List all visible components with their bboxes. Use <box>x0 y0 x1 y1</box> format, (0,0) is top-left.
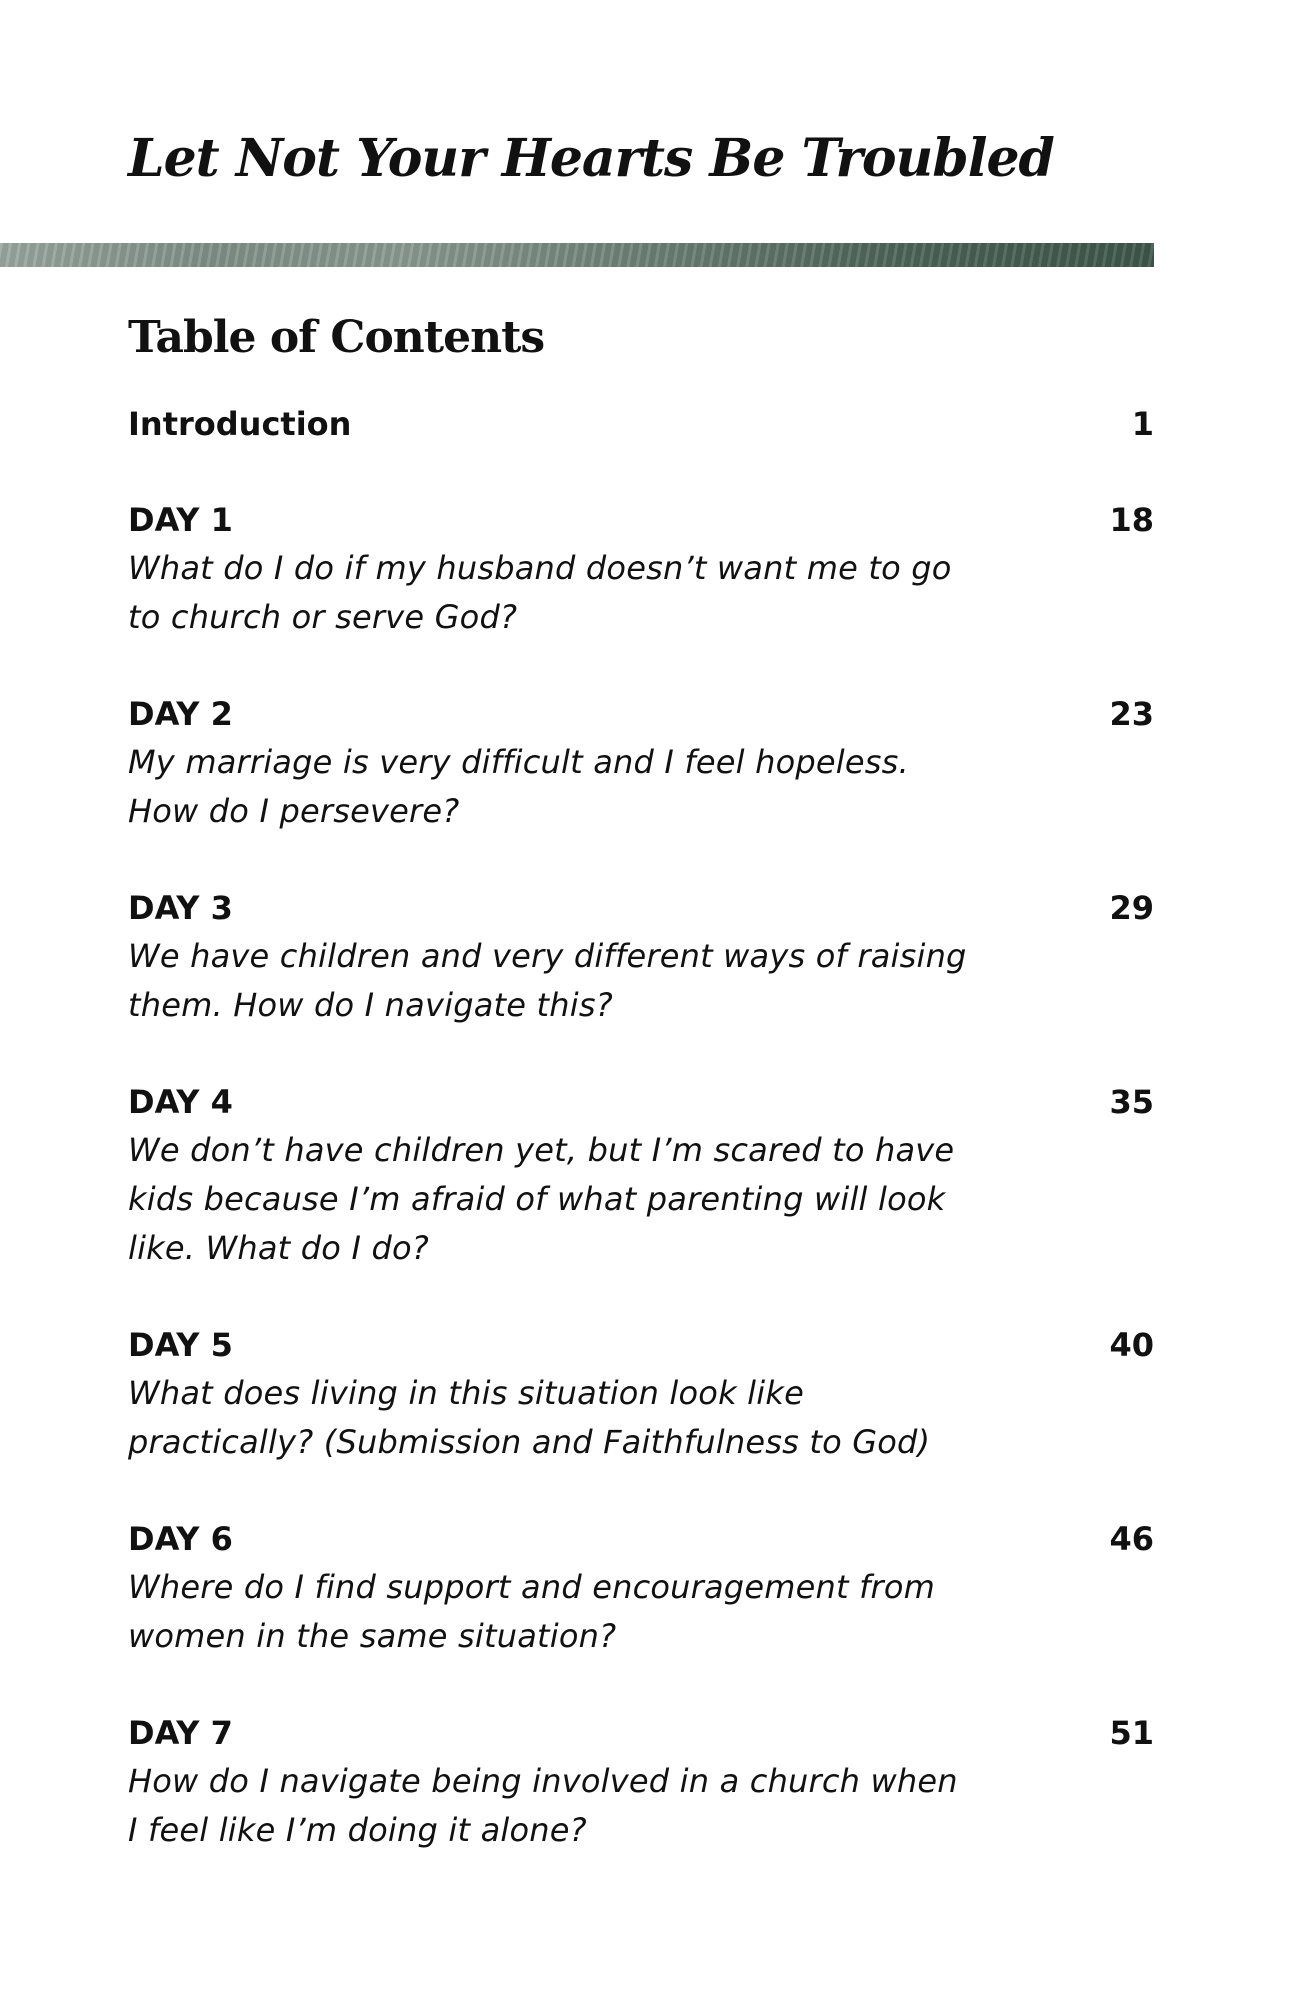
description-line: Where do I find support and encouragement from <box>128 1568 936 1606</box>
toc-entry-description <box>128 1757 1068 1855</box>
toc-entry-label: DAY 1 <box>128 501 233 539</box>
description-line: How do I persevere? <box>128 792 460 830</box>
toc-entry-description <box>128 1126 1068 1273</box>
description-line: What do I do if my husband doesn’t want me to go <box>128 549 952 587</box>
toc-entry-introduction[interactable] <box>128 400 1154 448</box>
toc-entry-page: 1 <box>1131 405 1154 443</box>
description-line: to church or serve God? <box>128 598 518 636</box>
toc-entry-label: DAY 3 <box>128 889 233 927</box>
toc-entry-day-4[interactable] <box>128 1078 1154 1273</box>
toc-entry-label: DAY 6 <box>128 1520 233 1558</box>
description-line: We have children and very different ways of raising <box>128 937 967 975</box>
toc-entry-page: 46 <box>1109 1520 1154 1558</box>
toc-list <box>128 400 1154 1849</box>
toc-entry-page: 29 <box>1109 889 1154 927</box>
toc-entry-day-2[interactable] <box>128 690 1154 836</box>
toc-entry-day-3[interactable] <box>128 884 1154 1030</box>
toc-entry-page: 35 <box>1109 1083 1154 1121</box>
toc-entry-day-1[interactable] <box>128 496 1154 642</box>
toc-entry-description <box>128 544 1068 642</box>
toc-entry-page: 18 <box>1109 501 1154 539</box>
description-line: women in the same situation? <box>128 1617 617 1655</box>
description-line: I feel like I’m doing it alone? <box>128 1811 587 1849</box>
toc-entry-day-5[interactable] <box>128 1321 1154 1467</box>
toc-entry-label: DAY 7 <box>128 1714 233 1752</box>
description-line: How do I navigate being involved in a church when <box>128 1762 958 1800</box>
toc-entry-page: 40 <box>1109 1326 1154 1364</box>
description-line: kids because I’m afraid of what parenting will look <box>128 1180 946 1218</box>
toc-entry-description <box>128 738 1068 836</box>
description-line: What does living in this situation look like <box>128 1374 804 1412</box>
toc-entry-description <box>128 1369 1068 1467</box>
description-line: practically? (Submission and Faithfulness to God) <box>128 1423 931 1461</box>
description-line: them. How do I navigate this? <box>128 986 613 1024</box>
toc-entry-description <box>128 1563 1068 1661</box>
toc-entry-label: DAY 2 <box>128 695 233 733</box>
book-title: Let Not Your Hearts Be Troubled <box>128 128 1054 189</box>
band-texture <box>0 243 1154 267</box>
toc-entry-page: 23 <box>1109 695 1154 733</box>
header-divider-band <box>0 243 1154 267</box>
toc-entry-description <box>128 932 1068 1030</box>
toc-entry-page: 51 <box>1109 1714 1154 1752</box>
description-line: My marriage is very difficult and I feel hopeless. <box>128 743 909 781</box>
description-line: like. What do I do? <box>128 1229 429 1267</box>
toc-entry-day-6[interactable] <box>128 1515 1154 1661</box>
toc-heading: Table of Contents <box>128 312 545 363</box>
toc-entry-day-7[interactable] <box>128 1709 1154 1855</box>
toc-entry-label: DAY 5 <box>128 1326 233 1364</box>
toc-entry-label: Introduction <box>128 405 352 443</box>
toc-entry-label: DAY 4 <box>128 1083 233 1121</box>
description-line: We don’t have children yet, but I’m scared to have <box>128 1131 955 1169</box>
